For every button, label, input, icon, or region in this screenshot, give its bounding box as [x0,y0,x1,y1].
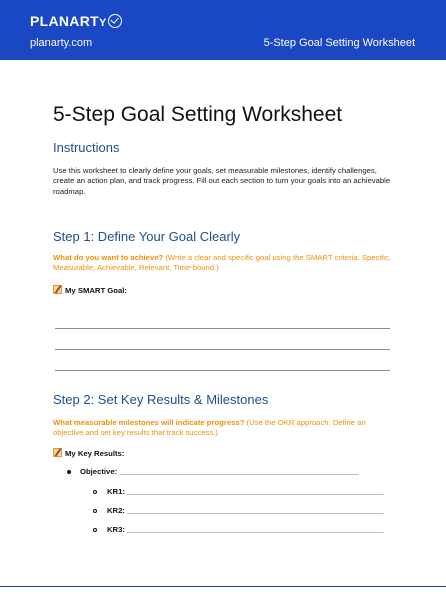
kr2-bullet [93,509,97,513]
key-results-label [53,448,124,459]
step2-prompt-question: What measurable milestones will indicate progress? [53,418,245,427]
document-title: 5-Step Goal Setting Worksheet [53,103,343,126]
step1-prompt-hint: (Write a clear and specific goal using the SMART criteria: Specific, Measurable, Achievable, Relevant, Time-bound.) [53,253,391,273]
step1-heading: Step 1: Define Your Goal Clearly [53,229,241,244]
smart-goal-label [53,285,127,296]
step2-prompt [53,418,398,439]
key-results-label-text: My Key Results: [65,449,125,458]
header-bar [0,0,446,60]
header-title: 5-Step Goal Setting Worksheet [263,37,415,49]
step1-prompt [53,253,398,274]
memo-icon [53,285,62,294]
memo-icon [53,448,62,457]
kr1-field[interactable]: KR1: ____________________________________________________________ [107,487,384,496]
kr3-field[interactable]: KR3: ____________________________________________________________ [107,525,384,534]
objective-bullet [67,470,71,474]
logo-text-small: Y [98,17,107,29]
kr1-bullet [93,490,97,494]
smart-goal-line-3[interactable] [55,370,390,371]
logo-text: PLANART [30,13,99,29]
planarty-logo[interactable] [30,13,122,31]
smart-goal-line-1[interactable] [55,328,390,329]
smart-goal-line-2[interactable] [55,349,390,350]
step1-prompt-question: What do you want to achieve? [53,253,164,262]
instructions-heading: Instructions [53,140,120,155]
instructions-text: Use this worksheet to clearly define your goals, set measurable milestones, identify challenges, create an action plan, and track progress. Fill out each section to turn your goals into an achievable roadmap. [53,166,391,196]
check-circle-icon [108,14,122,28]
footer-divider [0,586,446,587]
kr3-bullet [93,528,97,532]
objective-field[interactable]: Objective: ________________________________________________________ [80,467,359,476]
step2-prompt-hint: (Use the OKR approach: Define an objective and set key results that track success.) [53,418,366,438]
step2-heading: Step 2: Set Key Results & Milestones [53,392,269,407]
site-domain[interactable]: planarty.com [30,37,93,49]
smart-goal-label-text: My SMART Goal: [65,286,127,295]
kr2-field[interactable]: KR2: ____________________________________________________________ [107,506,384,515]
